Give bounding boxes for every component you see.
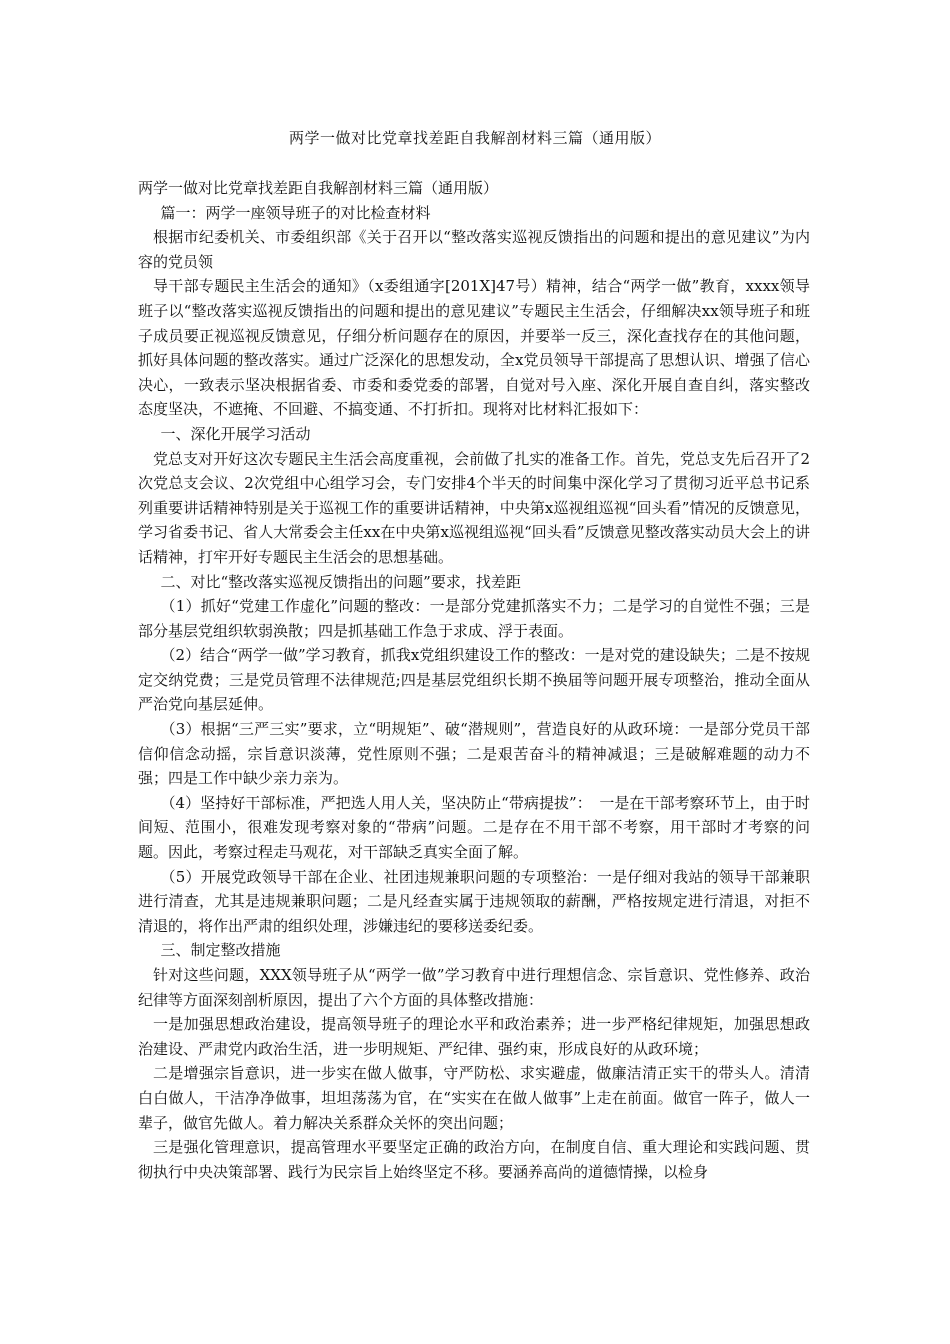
paragraph: （4）坚持好干部标准，严把选人用人关，坚决防止“带病提拔”： 一是在干部考察环节上，由于时间短、范围小，很难发现考察对象的“带病”问题。二是存在不用干部不考察，用干部时才考察的问题。因此，考察过程走马观花，对干部缺乏真实全面了解。: [138, 793, 810, 862]
paragraph: 根据市纪委机关、市委组织部《关于召开以“整改落实巡视反馈指出的问题和提出的意见建议”为内容的党员领: [138, 228, 810, 271]
paragraph: 导干部专题民主生活会的通知》（x委组通字[201X]47号）精神，结合“两学一做”教育，xxxx领导班子以“整改落实巡视反馈指出的问题和提出的意见建议”专题民主生活会，仔细解决xx领导班子和班子成员要正视巡视反馈意见，仔细分析问题存在的原因，并要举一反三，深化查找存在的其他问题，抓好具体问题的整改落实。通过广泛深化的思想发动，全x党员领导干部提高了思想认识、增强了信心决心，一致表示坚决根据省委、市委和委党委的部署，自觉对号入座、深化开展自查自纠，落实整改态度坚决，不遮掩、不回避、不搞变通、不打折扣。现将对比材料汇报如下：: [138, 277, 810, 419]
paragraph-heading: 两学一做对比党章找差距自我解剖材料三篇（通用版）: [138, 179, 499, 197]
paragraph: 二是增强宗旨意识，进一步实在做人做事，守严防松、求实避虚，做廉洁清正实干的带头人。清清白白做人，干洁净净做事，坦坦荡荡为官，在“实实在在做人做事”上走在前面。做官一阵子，做人一辈子，做官先做人。着力解决关系群众关怀的突出问题；: [138, 1064, 810, 1132]
paragraph-section-title: 篇一：两学一座领导班子的对比检查材料: [160, 203, 431, 222]
paragraph-section-title: 二、对比“整改落实巡视反馈指出的问题”要求，找差距: [160, 572, 521, 591]
paragraph: （2）结合“两学一做”学习教育，抓我x党组织建设工作的整改：一是对党的建设缺失；二是不按规定交纳党费；三是党员管理不法律规范;四是基层党组织长期不换届等问题开展专项整治，推动全面从严治党向基层延伸。: [138, 646, 810, 714]
document-body: [138, 176, 810, 1184]
paragraph: 针对这些问题，XXX领导班子从“两学一做”学习教育中进行理想信念、宗旨意识、党性修养、政治纪律等方面深刻剖析原因，提出了六个方面的具体整改措施：: [138, 966, 810, 1009]
paragraph: 党总支对开好这次专题民主生活会高度重视，会前做了扎实的准备工作。首先，党总支先后召开了2次党总支会议、2次党组中心组学习会，专门安排4个半天的时间集中深化学习了贯彻习近平总书记系列重要讲话精神特别是关于巡视工作的重要讲话精神，中央第x巡视组巡视“回头看”情况的反馈意见，学习省委书记、省人大常委会主任xx在中央第x巡视组巡视“回头看”反馈意见整改落实动员大会上的讲话精神，打牢开好专题民主生活会的思想基础。: [138, 449, 810, 566]
paragraph: 一是加强思想政治建设，提高领导班子的理论水平和政治素养；进一步严格纪律规矩，加强思想政治建设、严肃党内政治生活，进一步明规矩、严纪律、强约束，形成良好的从政环境；: [138, 1015, 810, 1058]
paragraph: 三是强化管理意识，提高管理水平要坚定正确的政治方向，在制度自信、重大理论和实践问题、贯彻执行中央决策部署、践行为民宗旨上始终坚定不移。要涵养高尚的道德情操，以检身: [138, 1138, 810, 1181]
paragraph: （5）开展党政领导干部在企业、社团违规兼职问题的专项整治：一是仔细对我站的领导干部兼职进行清查，尤其是违规兼职问题；二是凡经查实属于违规领取的薪酬，严格按规定进行清退，对拒不清退的，将作出严肃的组织处理，涉嫌违纪的要移送委纪委。: [138, 867, 810, 935]
paragraph-section-title: 一、深化开展学习活动: [160, 424, 311, 443]
paragraph: （3）根据“三严三实”要求，立“明规矩”、破“潜规则”，营造良好的从政环境：一是部分党员干部信仰信念动摇，宗旨意识淡薄，党性原则不强；二是艰苦奋斗的精神减退；三是破解难题的动力不强；四是工作中缺少亲力亲为。: [138, 720, 810, 788]
paragraph: （1）抓好“党建工作虚化”问题的整改：一是部分党建抓落实不力；二是学习的自觉性不强；三是部分基层党组织软弱涣散；四是抓基础工作急于求成、浮于表面。: [138, 597, 810, 640]
document-title: 两学一做对比党章找差距自我解剖材料三篇（通用版）: [288, 129, 661, 147]
paragraph-section-title: 三、制定整改措施: [160, 941, 281, 960]
